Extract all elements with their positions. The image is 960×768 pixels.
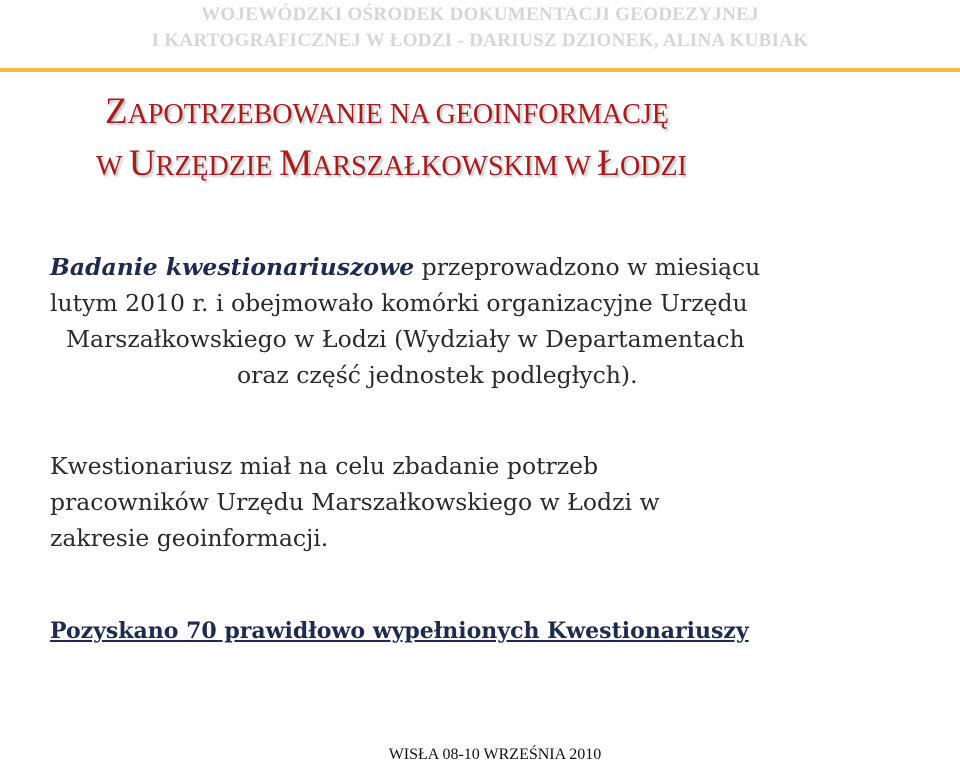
title-initial-u: U — [128, 143, 156, 184]
paragraph-1-line-2: lutym 2010 r. i obejmowało komórki organizacyjne Urzędu — [50, 289, 748, 317]
paragraph-1-line-1-rest: przeprowadzono w miesiącu — [414, 253, 761, 281]
footer-event-date: WISŁA 08-10 WRZEŚNIA 2010 — [388, 746, 602, 763]
paragraph-1-lead: Badanie kwestionariuszowe — [50, 253, 415, 281]
title-word-w: W — [96, 151, 129, 182]
paragraph-1-line-1 — [50, 253, 760, 281]
header-institution-line-2: I KARTOGRAFICZNEJ W ŁODZI - DARIUSZ DZIONEK, ALINA KUBIAK — [151, 30, 809, 51]
slide-title-line-1 — [105, 90, 669, 133]
header-divider — [0, 68, 960, 72]
title-word-urzedzie: RZĘDZIE — [155, 151, 280, 182]
paragraph-1-line-4: oraz część jednostek podległych). — [237, 361, 638, 389]
paragraph-2-line-1: Kwestionariusz miał na celu zbadanie potrzeb — [50, 452, 599, 480]
paragraph-2-line-3: zakresie geoinformacji. — [50, 524, 329, 552]
questionnaire-count-statement: Pozyskano 70 prawidłowo wypełnionych Kwestionariuszy — [50, 618, 749, 644]
header-institution-line-1: WOJEWÓDZKI OŚRODEK DOKUMENTACJI GEODEZYJNEJ — [201, 4, 759, 25]
slide-title-line-2 — [96, 142, 687, 185]
title-initial-z: Z — [105, 91, 128, 132]
title-word-marszalkowskim: ARSZAŁKOWSKIM W — [312, 151, 598, 182]
paragraph-1-line-3: Marszałkowskiego w Łodzi (Wydziały w Departamentach — [66, 325, 745, 353]
title-initial-l: Ł — [597, 143, 621, 184]
paragraph-2-line-2: pracowników Urzędu Marszałkowskiego w Łodzi w — [50, 488, 660, 516]
title-text-1: APOTRZEBOWANIE NA GEOINFORMACJĘ — [127, 99, 669, 130]
title-initial-m: M — [279, 143, 313, 184]
title-word-lodzi: ODZI — [620, 151, 687, 182]
